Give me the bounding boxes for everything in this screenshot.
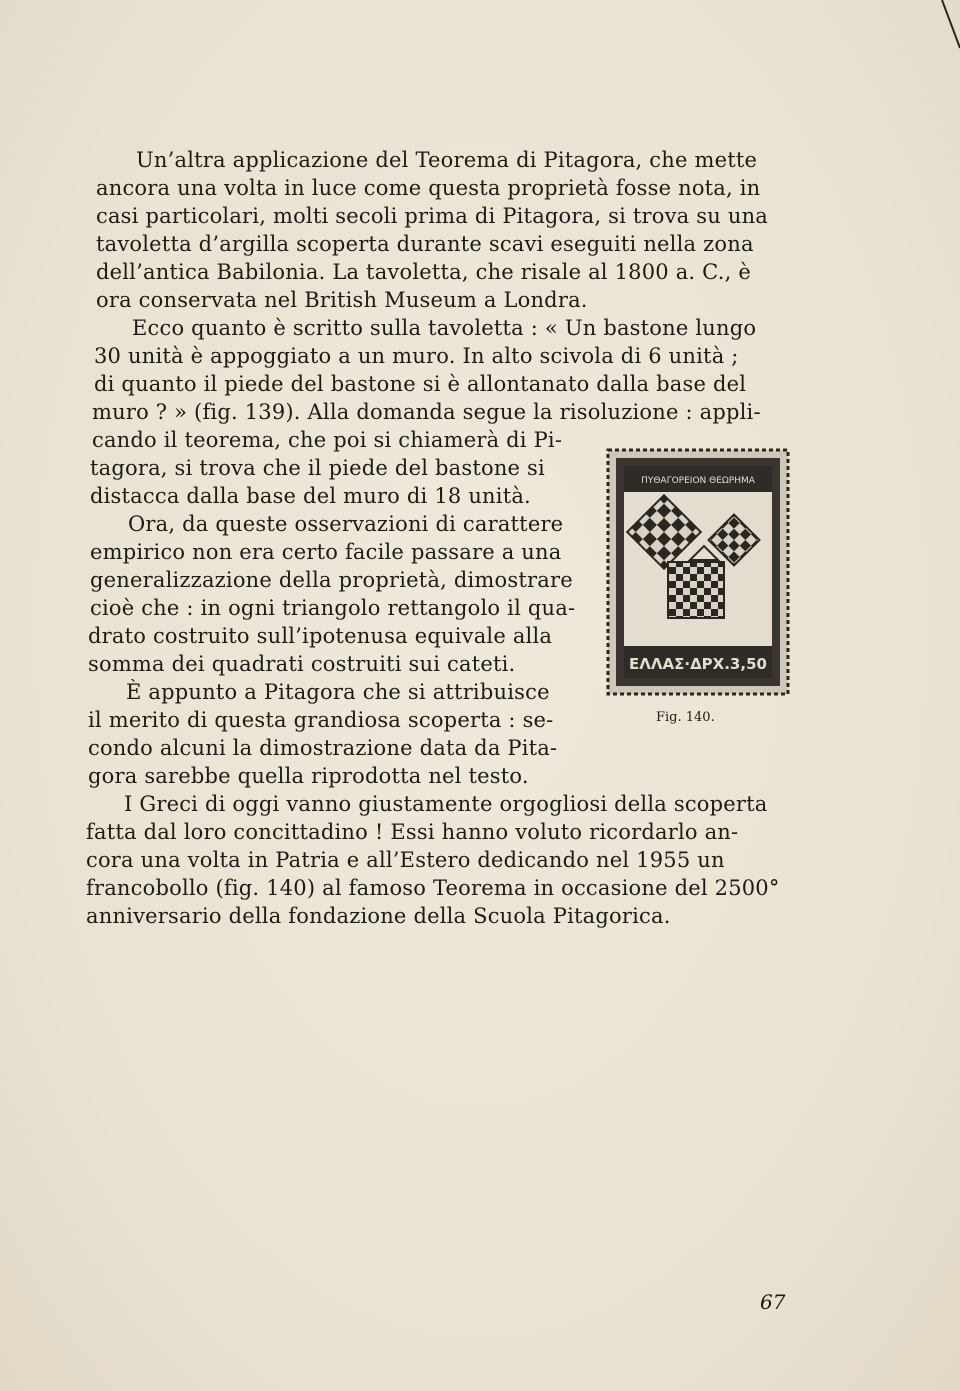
- text-line: distacca dalla base del muro di 18 unità.: [90, 484, 531, 508]
- text-line: condo alcuni la dimostrazione data da Pita-: [88, 736, 558, 760]
- page-corner-mark: [938, 0, 960, 50]
- text-line: tavoletta d’argilla scoperta durante scavi eseguiti nella zona: [96, 232, 754, 256]
- text-line: cora una volta in Patria e all’Estero dedicando nel 1955 un: [86, 848, 725, 872]
- text-line: Ora, da queste osservazioni di carattere: [128, 512, 564, 536]
- text-line: fatta dal loro concittadino ! Essi hanno voluto ricordarlo an-: [86, 820, 739, 844]
- text-line: drato costruito sull’ipotenusa equivale alla: [88, 624, 553, 648]
- text-line: gora sarebbe quella riprodotta nel testo.: [88, 764, 529, 788]
- page-number: 67: [760, 1290, 786, 1314]
- pythagoras-stamp-figure: [606, 448, 790, 696]
- text-line: francobollo (fig. 140) al famoso Teorema in occasione del 2500°: [86, 876, 780, 900]
- text-line: Ecco quanto è scritto sulla tavoletta : « Un bastone lungo: [132, 316, 757, 340]
- text-line: generalizzazione della proprietà, dimostrare: [90, 568, 573, 592]
- stamp-top-text: ΠΥΘΑΓΟΡΕΙΟΝ ΘΕΩΡΗΜΑ: [641, 476, 755, 486]
- figure-caption: Fig. 140.: [656, 710, 715, 725]
- text-line: I Greci di oggi vanno giustamente orgogliosi della scoperta: [124, 792, 768, 816]
- text-line: anniversario della fondazione della Scuola Pitagorica.: [86, 904, 671, 928]
- text-line: empirico non era certo facile passare a una: [90, 540, 562, 564]
- text-line: di quanto il piede del bastone si è allontanato dalla base del: [94, 372, 747, 396]
- text-line: cioè che : in ogni triangolo rettangolo il qua-: [90, 596, 576, 620]
- text-line: il merito di questa grandiosa scoperta : se-: [88, 708, 554, 732]
- text-line: Un’altra applicazione del Teorema di Pitagora, che mette: [136, 148, 758, 172]
- text-line: È appunto a Pitagora che si attribuisce: [126, 680, 550, 704]
- text-line: casi particolari, molti secoli prima di Pitagora, si trova su una: [96, 204, 769, 228]
- text-line: dell’antica Babilonia. La tavoletta, che risale al 1800 a. C., è: [96, 260, 751, 284]
- text-line: tagora, si trova che il piede del bastone si: [90, 456, 545, 480]
- text-line: 30 unità è appoggiato a un muro. In alto scivola di 6 unità ;: [94, 344, 739, 368]
- text-line: ora conservata nel British Museum a Londra.: [96, 288, 588, 312]
- stamp-bottom-text: ΕΛΛΑΣ·ΔΡΧ.3,50: [629, 655, 767, 673]
- text-line: somma dei quadrati costruiti sui cateti.: [88, 652, 516, 676]
- text-line: ancora una volta in luce come questa proprietà fosse nota, in: [96, 176, 761, 200]
- text-line: muro ? » (fig. 139). Alla domanda segue la risoluzione : appli-: [92, 400, 761, 424]
- text-line: cando il teorema, che poi si chiamerà di Pi-: [92, 428, 563, 452]
